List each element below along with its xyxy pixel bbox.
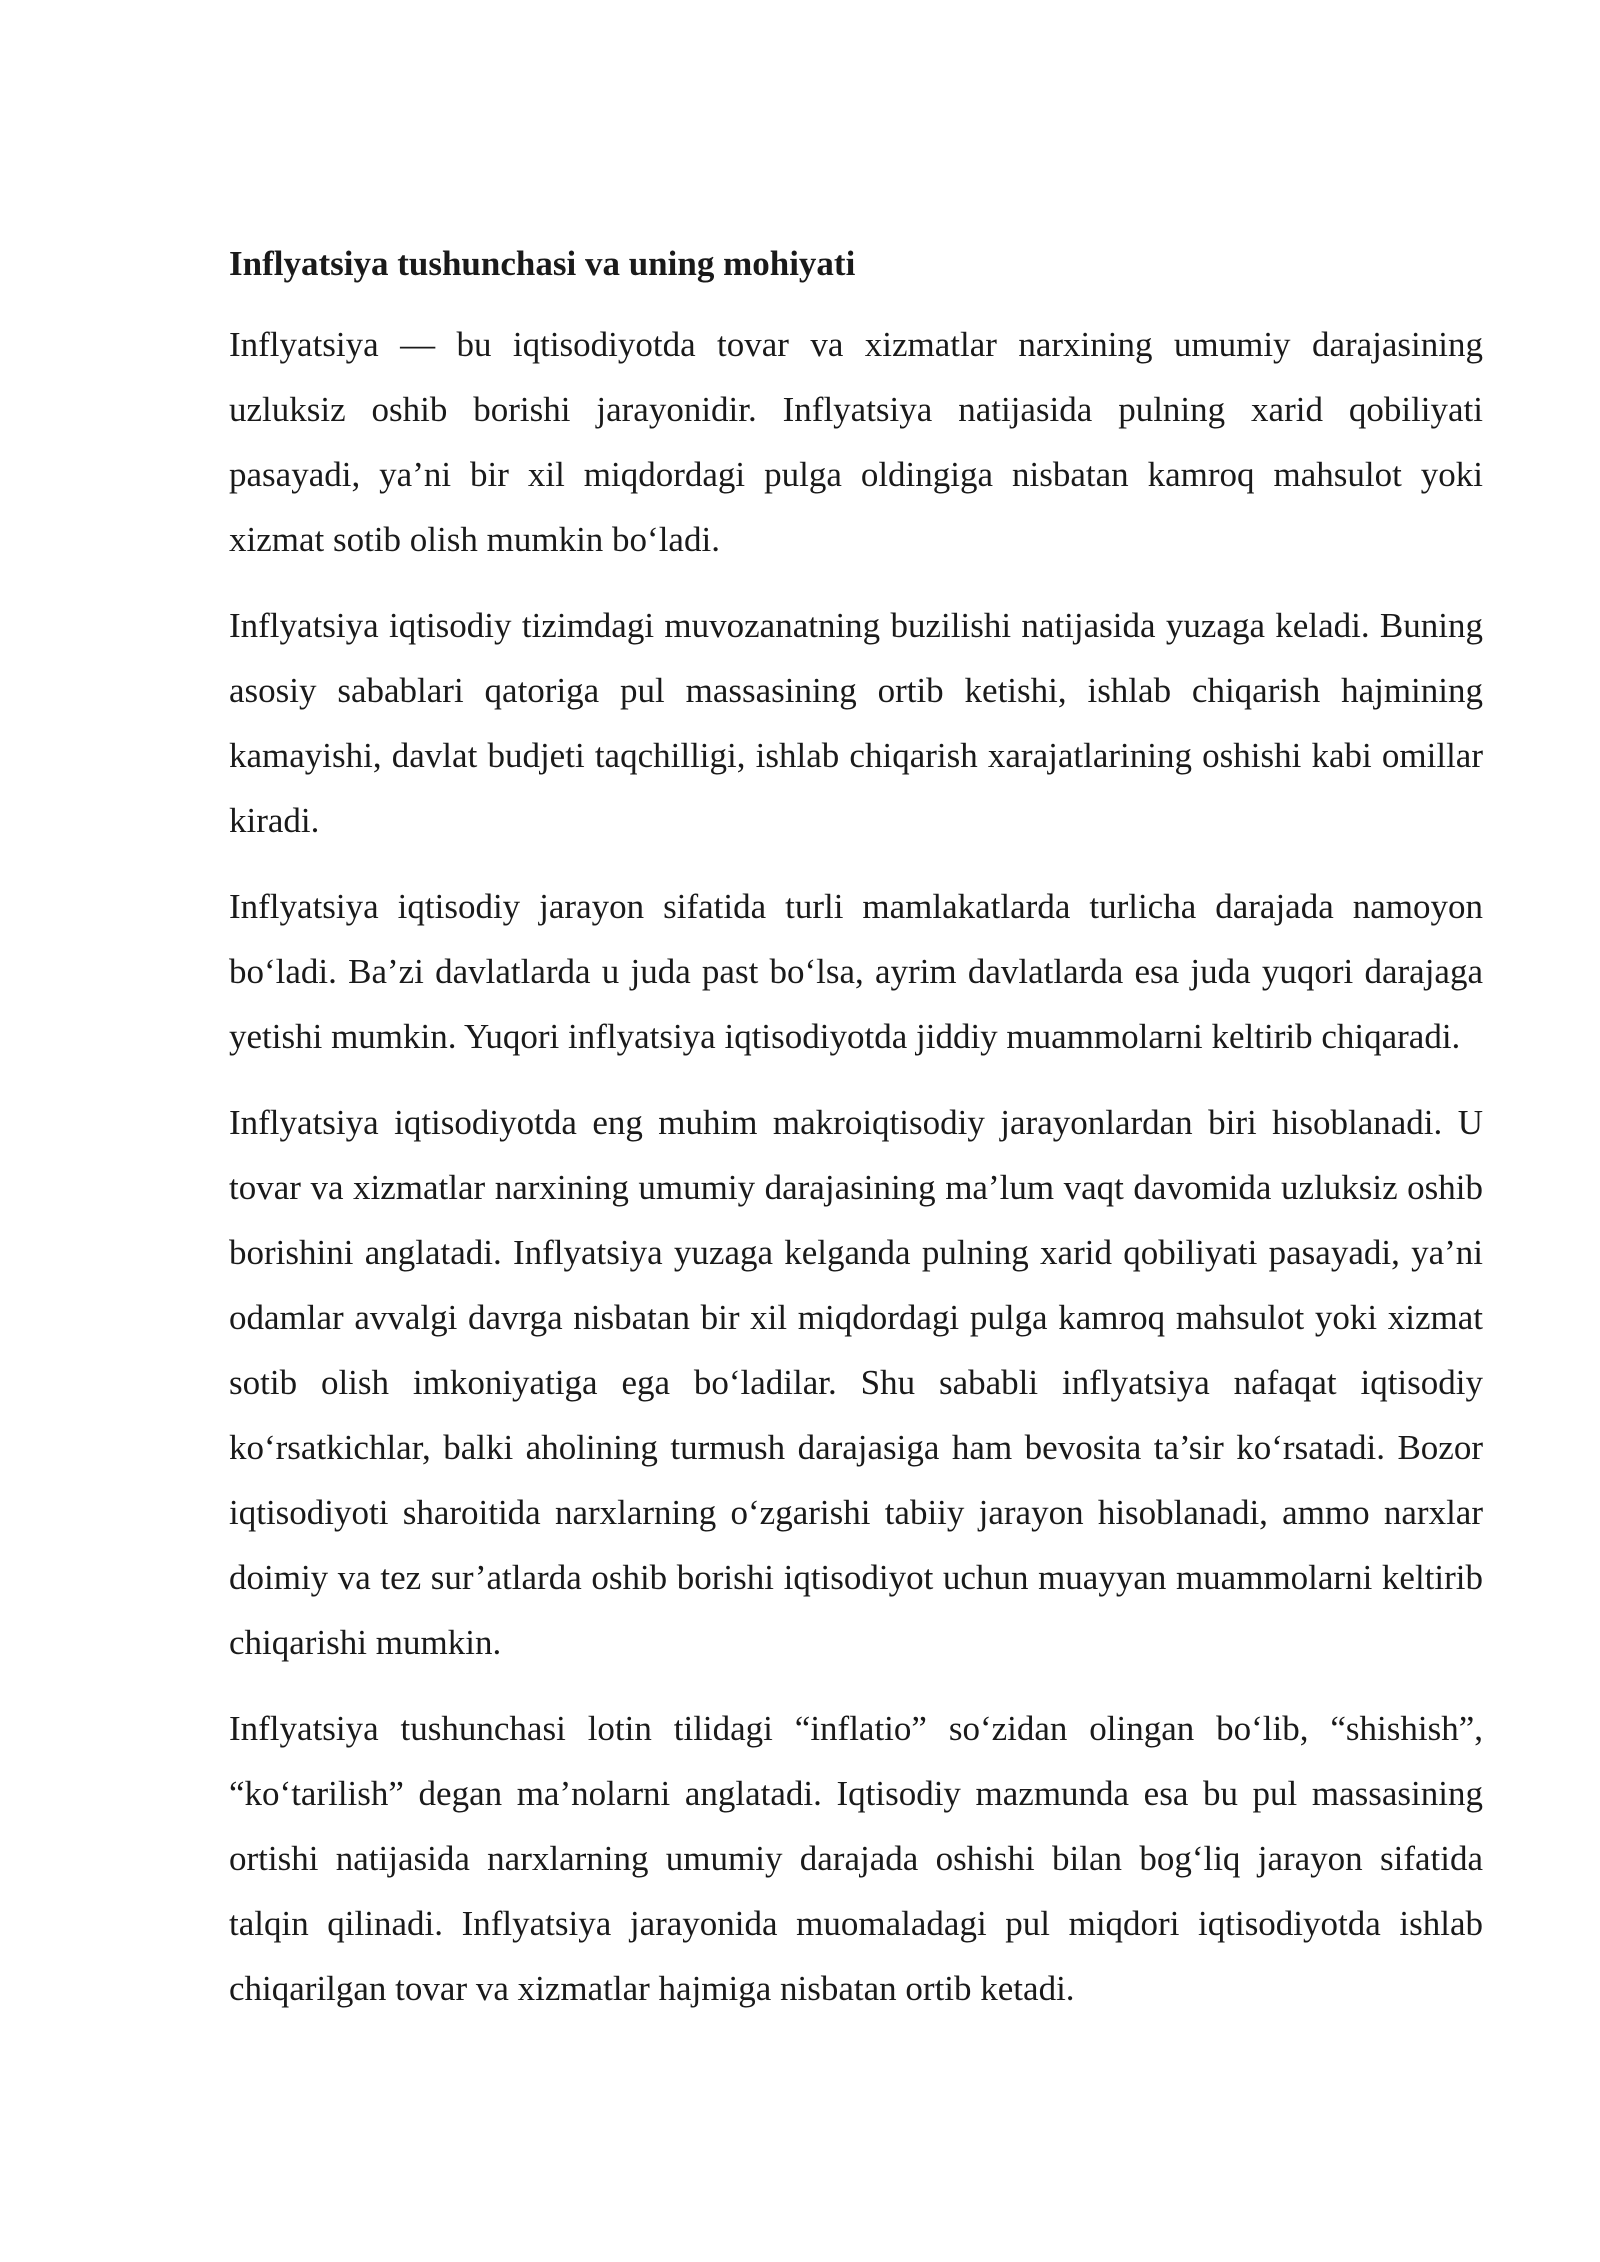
paragraph-4: Inflyatsiya iqtisodiyotda eng muhim makroiqtisodiy jarayonlardan biri hisoblanadi. U tovar va xizmatlar narxining umumiy darajasining ma’lum vaqt davomida uzluksiz oshib borishini anglatadi. Inflyatsiya yuzaga kelganda pulning xarid qobiliyati pasayadi, ya’ni odamlar avvalgi davrga nisbatan bir xil miqdordagi pulga kamroq mahsulot yoki xizmat sotib olish imkoniyatiga ega bo‘ladilar. Shu sababli inflyatsiya nafaqat iqtisodiy ko‘rsatkichlar, balki aholining turmush darajasiga ham bevosita ta’sir ko‘rsatadi. Bozor iqtisodiyoti sharoitida narxlarning o‘zgarishi tabiiy jarayon hisoblanadi, ammo narxlar doimiy va tez sur’atlarda oshib borishi iqtisodiyot uchun muayyan muammolarni keltirib chiqarishi mumkin. [229, 1103, 1483, 1662]
paragraph-5: Inflyatsiya tushunchasi lotin tilidagi “inflatio” so‘zidan olingan bo‘lib, “shishish”, “ko‘tarilish” degan ma’nolarni anglatadi. Iqtisodiy mazmunda esa bu pul massasining ortishi natijasida narxlarning umumiy darajada oshishi bilan bog‘liq jarayon sifatida talqin qilinadi. Inflyatsiya jarayonida muomaladagi pul miqdori iqtisodiyotda ishlab chiqarilgan tovar va xizmatlar hajmiga nisbatan ortib ketadi. [229, 1709, 1483, 2008]
paragraph-2: Inflyatsiya iqtisodiy tizimdagi muvozanatning buzilishi natijasida yuzaga keladi. Buning asosiy sabablari qatoriga pul massasining ortib ketishi, ishlab chiqarish hajmining kamayishi, davlat budjeti taqchilligi, ishlab chiqarish xarajatlarining oshishi kabi omillar kiradi. [229, 606, 1483, 840]
paragraph-1: Inflyatsiya — bu iqtisodiyotda tovar va xizmatlar narxining umumiy darajasining uzluksiz oshib borishi jarayonidir. Inflyatsiya natijasida pulning xarid qobiliyati pasayadi, ya’ni bir xil miqdordagi pulga oldingiga nisbatan kamroq mahsulot yoki xizmat sotib olish mumkin bo‘ladi. [229, 325, 1483, 559]
paragraph-3: Inflyatsiya iqtisodiy jarayon sifatida turli mamlakatlarda turlicha darajada namoyon bo‘ladi. Ba’zi davlatlarda u juda past bo‘lsa, ayrim davlatlarda esa juda yuqori darajaga yetishi mumkin. Yuqori inflyatsiya iqtisodiyotda jiddiy muammolarni keltirib chiqaradi. [229, 887, 1483, 1056]
document-title: Inflyatsiya tushunchasi va uning mohiyati [229, 244, 856, 283]
